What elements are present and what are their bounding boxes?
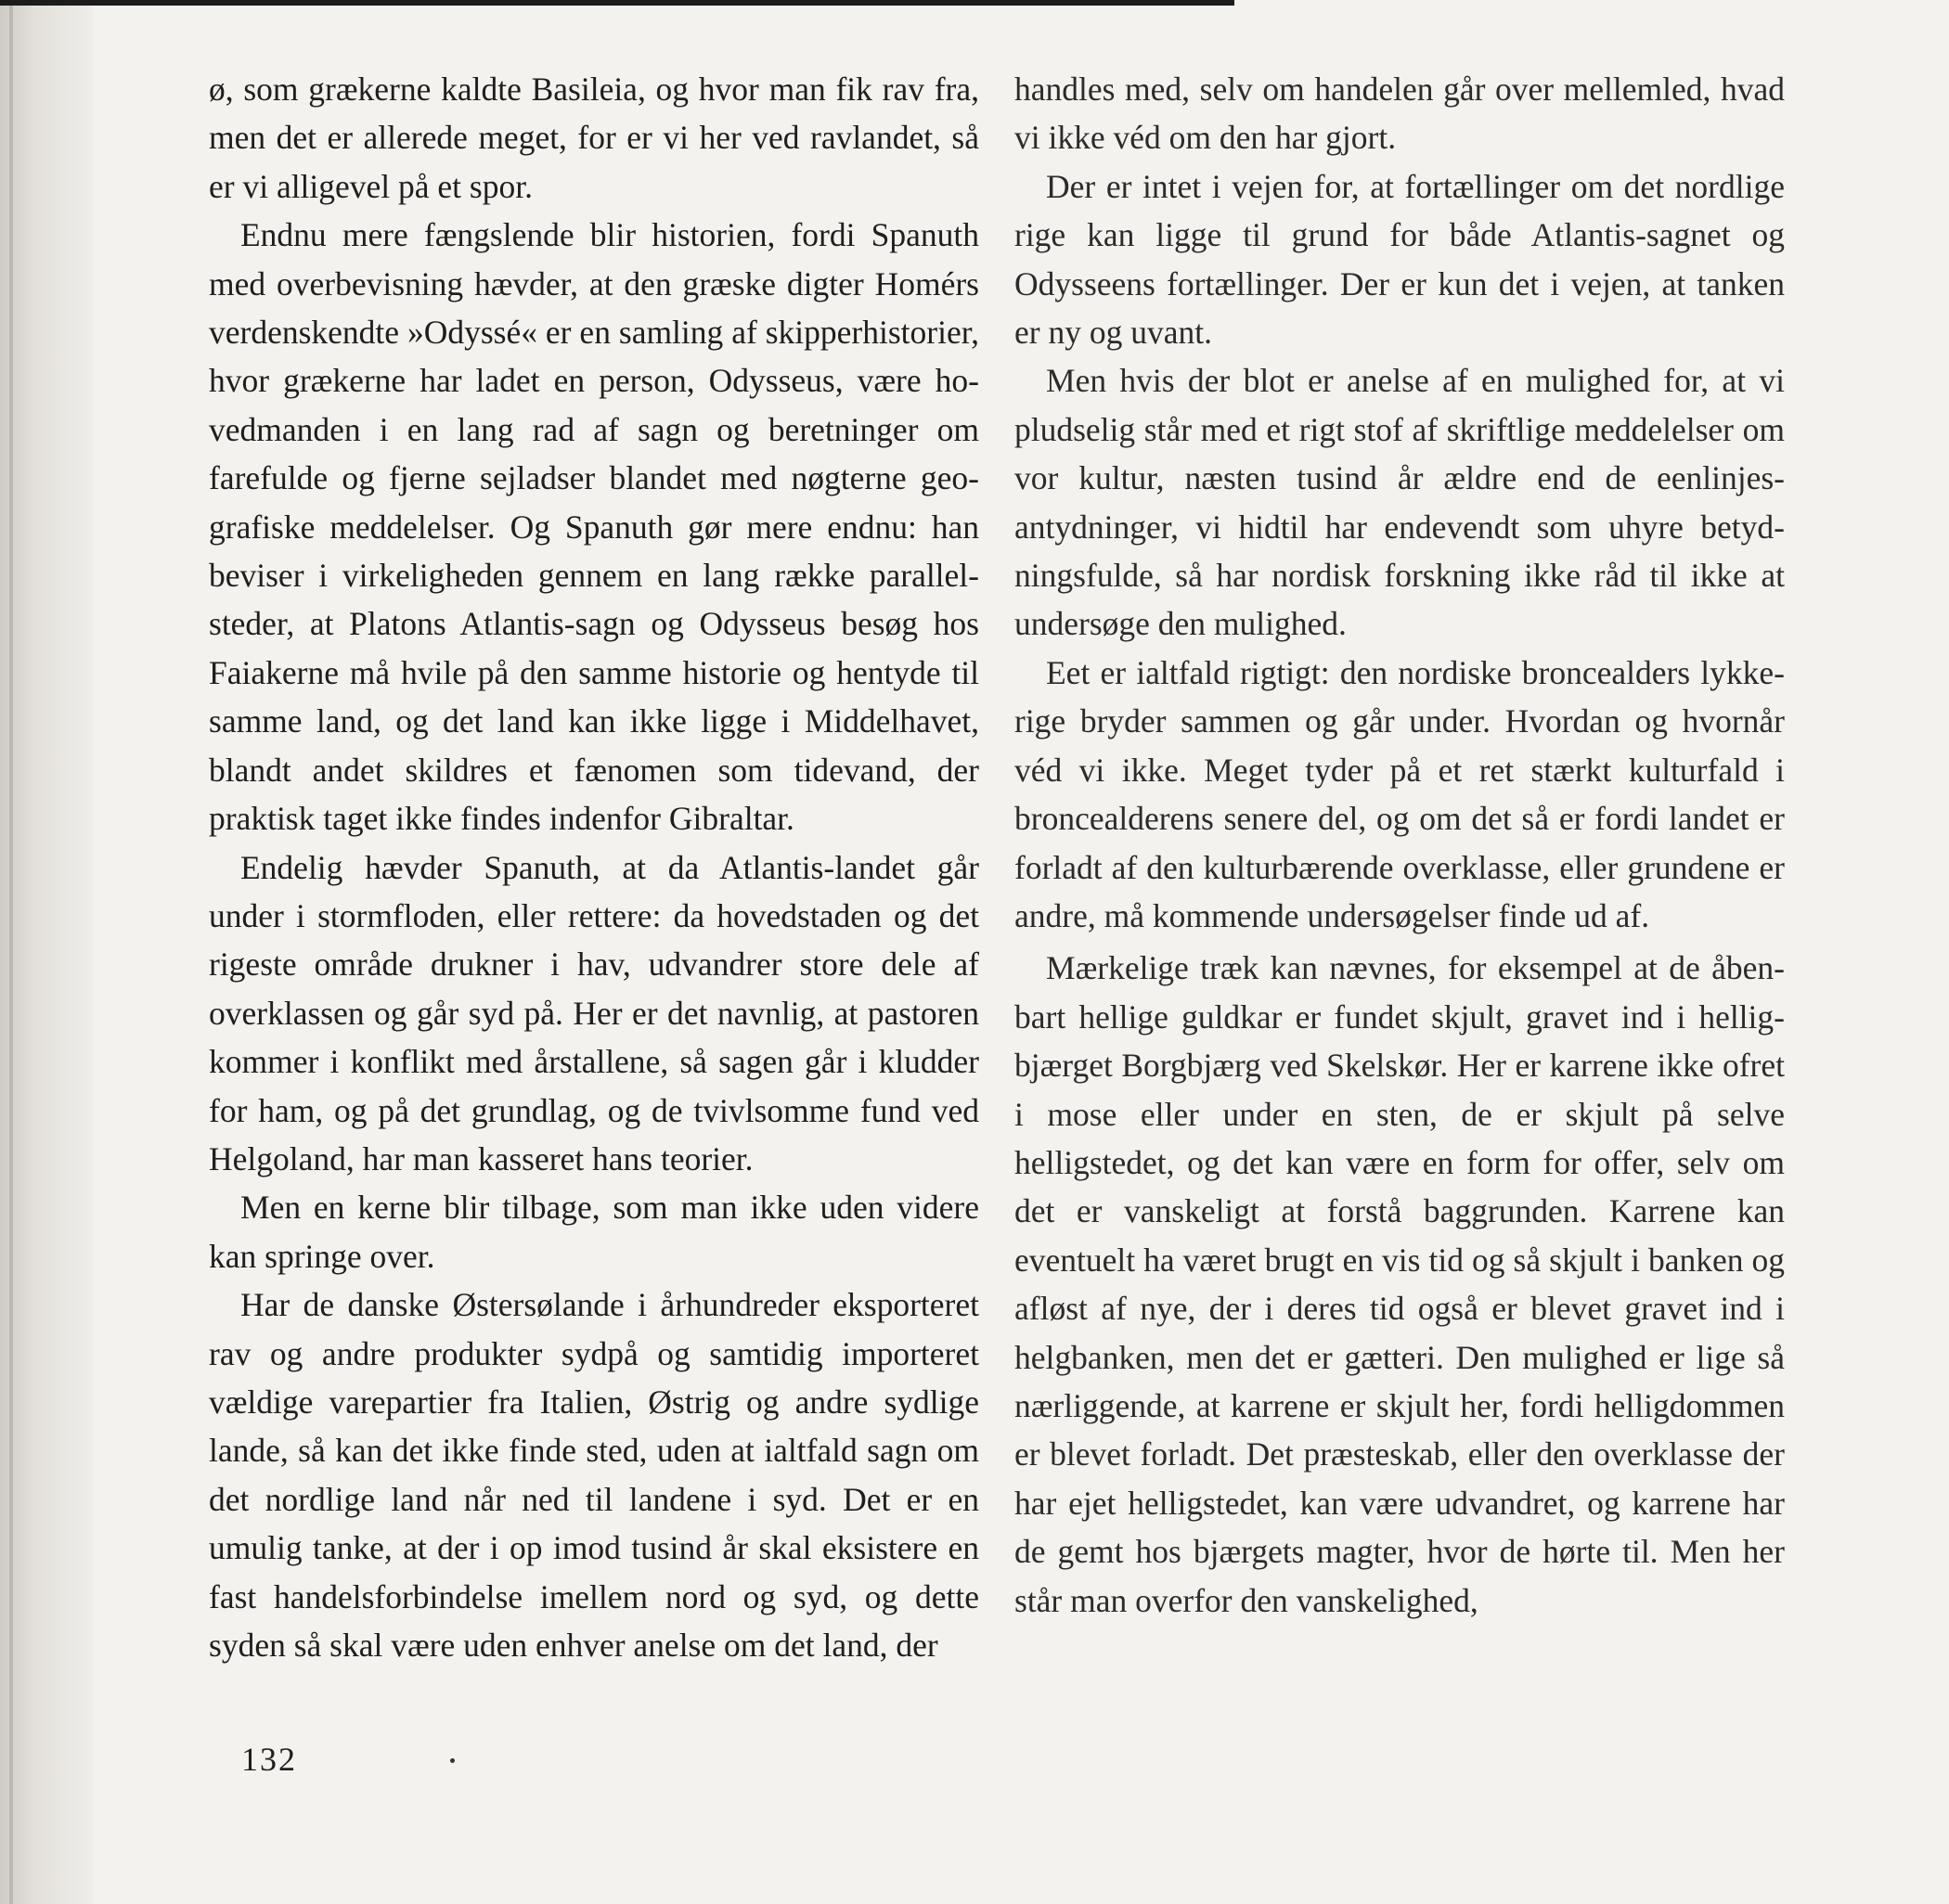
paragraph: Men en kerne blir tilbage, som man ikke uden videre kan springe over. bbox=[209, 1189, 979, 1275]
right-text-column bbox=[1014, 65, 1785, 1625]
paragraph: Men hvis der blot er anelse af en mulighed for, at vi pludselig står med et rigt stof af skriftlige meddelelser om vor kultur, næsten tusind år ældre end de eenlinjesantydninger, vi hidtil har endevendt som uhyre betydningsfulde, så har nordisk forskning ikke råd til ikke at undersøge den mulighed. bbox=[1014, 362, 1785, 643]
paragraph: Eet er ialtfald rigtigt: den nordiske broncealders lykkerige bryder sammen og går under. Hvordan og hvornår véd vi ikke. Meget tyder på et ret stærkt kulturfald i broncealderens senere del, og om det så er fordi landet er forladt af den kulturbærende overklasse, eller grundene er andre, må kommende undersøgelser finde ud af. bbox=[1014, 653, 1785, 934]
paragraph: Endnu mere fængslende blir historien, fordi Spanuth med overbevisning hævder, at den græske digter Homérs verdenskendte »Odyssé« er en samling af skipperhistorier, hvor grækerne har ladet en person, Odysseus, være hovedmanden i en lang rad af sagn og beretninger om farefulde og fjerne sejladser blandet med nøgterne geografiske meddelelser. Og Spanuth gør mere endnu: han beviser i virkeligheden gennem en lang række parallelsteder, at Platons Atlantis-sagn og Odysseus besøg hos Faiakerne må hvile på den samme historie og hentyde til samme land, og det land kan ikke ligge i Middelhavet, blandt andet skildres et fænomen som tidevand, der praktisk taget ikke findes indenfor Gibraltar. bbox=[209, 216, 979, 838]
paragraph: ø, som grækerne kaldte Basileia, og hvor man fik rav fra, men det er allerede meget, for er vi her ved ravlandet, så er vi alligevel på et spor. bbox=[209, 71, 979, 205]
paragraph: Der er intet i vejen for, at fortællinger om det nordlige rige kan ligge til grund for både Atlantis-sagnet og Odysseens fortællinger. Der er kun det i vejen, at tanken er ny og uvant. bbox=[1014, 167, 1785, 352]
ink-dot bbox=[450, 1758, 455, 1763]
paragraph: Endelig hævder Spanuth, at da Atlantis-landet går under i stormfloden, eller rettere: da hovedstaden og det rigeste område drukner i hav, udvandrer store dele af overklassen og går syd på. Her er det navnlig, at pastoren kommer i konflikt med årstallene, så sagen går i kludder for ham, og på det grundlag, og de tvivlsomme fund ved Helgoland, har man kasseret hans teorier. bbox=[209, 848, 979, 1177]
page-number: 132 bbox=[241, 1741, 297, 1778]
paragraph: Mærkelige træk kan nævnes, for eksempel at de åbenbart hellige guldkar er fundet skjult, gravet ind i helligbjærget Borgbjærg ved Skelskør. Her er karrene ikke ofret i mose eller under en sten, de er skjult på selve helligstedet, og det kan være en form for offer, selv om det er vanskeligt at forstå baggrunden. Karrene kan eventuelt ha været brugt en vis tid og så skjult i banken og afløst af nye, der i deres tid også er blevet gravet ind i helgbanken, men det er gætteri. Den mulighed er lige så nærliggende, at karrene er skjult her, fordi helligdommen er blevet forladt. Det præsteskab, eller den overklasse der har ejet helligstedet, kan være udvandret, og karrene har de gemt hos bjærgets magter, hvor de hørte til. Men her står man overfor den vanskelighed, bbox=[1014, 949, 1785, 1619]
paragraph: handles med, selv om handelen går over mellemled, hvad vi ikke véd om den har gjort. bbox=[1014, 71, 1785, 157]
paragraph: Har de danske Østersølande i århundreder eksporteret rav og andre produkter sydpå og samtidig importeret vældige varepartier fra Italien, Østrig og andre sydlige lande, så kan det ikke finde sted, uden at ialtfald sagn om det nordlige land når ned til landene i syd. Det er en umulig tanke, at der i op imod tusind år skal eksistere en fast handelsforbindelse imellem nord og syd, og dette syden så skal være uden enhver anelse om det land, der bbox=[209, 1286, 979, 1664]
left-text-column bbox=[209, 65, 979, 1669]
book-spine-shadow bbox=[0, 0, 93, 1904]
page-top-edge bbox=[0, 0, 1234, 6]
